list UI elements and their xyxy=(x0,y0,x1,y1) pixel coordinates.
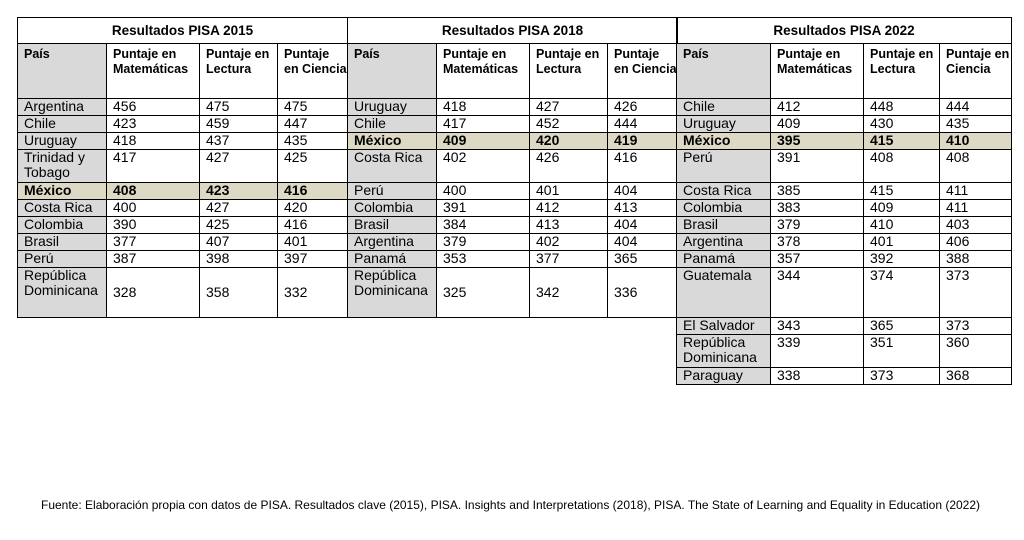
pisa-2015-table xyxy=(17,17,348,318)
science-cell: 416 xyxy=(608,150,678,183)
math-cell: 400 xyxy=(437,183,530,200)
reading-cell: 427 xyxy=(530,99,608,116)
reading-cell: 351 xyxy=(864,335,940,368)
country-cell: Chile xyxy=(18,116,107,133)
reading-cell: 420 xyxy=(530,133,608,150)
math-cell: 400 xyxy=(107,200,200,217)
math-cell: 379 xyxy=(771,217,864,234)
science-cell: 416 xyxy=(278,217,348,234)
header-ciencia: Puntaje en Ciencia xyxy=(278,44,348,99)
reading-cell: 426 xyxy=(530,150,608,183)
country-cell: Chile xyxy=(348,116,437,133)
header-pais: País xyxy=(18,44,107,99)
science-cell: 332 xyxy=(278,268,348,318)
table-row xyxy=(18,251,348,268)
country-cell: México xyxy=(348,133,437,150)
science-cell: 388 xyxy=(940,251,1012,268)
country-cell: Perú xyxy=(18,251,107,268)
reading-cell: 425 xyxy=(200,217,278,234)
table-title: Resultados PISA 2018 xyxy=(348,18,678,44)
table-row xyxy=(677,335,1012,368)
math-cell: 409 xyxy=(771,116,864,133)
reading-cell: 358 xyxy=(200,268,278,318)
reading-cell: 398 xyxy=(200,251,278,268)
reading-cell: 423 xyxy=(200,183,278,200)
country-cell: República Dominicana xyxy=(348,268,437,318)
table-row xyxy=(348,116,678,133)
country-cell: Guatemala xyxy=(677,268,771,318)
table-row xyxy=(18,150,348,183)
reading-cell: 448 xyxy=(864,99,940,116)
reading-cell: 437 xyxy=(200,133,278,150)
math-cell: 357 xyxy=(771,251,864,268)
country-cell: Argentina xyxy=(677,234,771,251)
math-cell: 353 xyxy=(437,251,530,268)
reading-cell: 392 xyxy=(864,251,940,268)
table-row xyxy=(348,268,678,318)
science-cell: 368 xyxy=(940,368,1012,385)
header-lectura: Puntaje en Lectura xyxy=(864,44,940,99)
math-cell: 339 xyxy=(771,335,864,368)
table-row xyxy=(18,133,348,150)
math-cell: 379 xyxy=(437,234,530,251)
header-ciencia: Puntaje en Ciencia xyxy=(608,44,678,99)
reading-cell: 427 xyxy=(200,200,278,217)
math-cell: 418 xyxy=(107,133,200,150)
table-row xyxy=(677,318,1012,335)
math-cell: 325 xyxy=(437,268,530,318)
math-cell: 378 xyxy=(771,234,864,251)
math-cell: 383 xyxy=(771,200,864,217)
header-matematicas: Puntaje en Matemáticas xyxy=(107,44,200,99)
science-cell: 426 xyxy=(608,99,678,116)
reading-cell: 401 xyxy=(864,234,940,251)
science-cell: 403 xyxy=(940,217,1012,234)
reading-cell: 430 xyxy=(864,116,940,133)
country-cell: Colombia xyxy=(348,200,437,217)
math-cell: 417 xyxy=(107,150,200,183)
math-cell: 344 xyxy=(771,268,864,318)
science-cell: 419 xyxy=(608,133,678,150)
math-cell: 409 xyxy=(437,133,530,150)
table-row xyxy=(348,217,678,234)
country-cell: Chile xyxy=(677,99,771,116)
source-note: Fuente: Elaboración propia con datos de PISA. Resultados clave (2015), PISA. Insights and Interpretations (2018), PISA. The State of Learning and Equality in Education (2022) xyxy=(41,498,981,512)
reading-cell: 401 xyxy=(530,183,608,200)
math-cell: 385 xyxy=(771,183,864,200)
table-row xyxy=(677,116,1012,133)
country-cell: Perú xyxy=(348,183,437,200)
header-ciencia: Puntaje en Ciencia xyxy=(940,44,1012,99)
table-row xyxy=(348,150,678,183)
country-cell: Costa Rica xyxy=(18,200,107,217)
country-cell: Uruguay xyxy=(348,99,437,116)
reading-cell: 452 xyxy=(530,116,608,133)
table-row xyxy=(18,200,348,217)
science-cell: 475 xyxy=(278,99,348,116)
reading-cell: 374 xyxy=(864,268,940,318)
math-cell: 408 xyxy=(107,183,200,200)
table-row xyxy=(348,183,678,200)
reading-cell: 402 xyxy=(530,234,608,251)
science-cell: 365 xyxy=(608,251,678,268)
math-cell: 384 xyxy=(437,217,530,234)
reading-cell: 342 xyxy=(530,268,608,318)
math-cell: 402 xyxy=(437,150,530,183)
pisa-2022-table xyxy=(676,17,1012,385)
country-cell: República Dominicana xyxy=(677,335,771,368)
science-cell: 373 xyxy=(940,318,1012,335)
country-cell: Costa Rica xyxy=(677,183,771,200)
science-cell: 408 xyxy=(940,150,1012,183)
math-cell: 395 xyxy=(771,133,864,150)
country-cell: Argentina xyxy=(18,99,107,116)
table-row xyxy=(677,368,1012,385)
country-cell: Panamá xyxy=(348,251,437,268)
reading-cell: 415 xyxy=(864,183,940,200)
science-cell: 410 xyxy=(940,133,1012,150)
table-row xyxy=(677,99,1012,116)
table-row xyxy=(677,217,1012,234)
science-cell: 406 xyxy=(940,234,1012,251)
country-cell: Trinidad y Tobago xyxy=(18,150,107,183)
science-cell: 373 xyxy=(940,268,1012,318)
math-cell: 387 xyxy=(107,251,200,268)
pisa-2018-table xyxy=(347,17,678,318)
country-cell: Brasil xyxy=(18,234,107,251)
science-cell: 435 xyxy=(940,116,1012,133)
country-cell: Colombia xyxy=(677,200,771,217)
reading-cell: 412 xyxy=(530,200,608,217)
science-cell: 447 xyxy=(278,116,348,133)
country-cell: Costa Rica xyxy=(348,150,437,183)
table-row xyxy=(18,116,348,133)
reading-cell: 427 xyxy=(200,150,278,183)
table-row xyxy=(18,217,348,234)
table-title: Resultados PISA 2022 xyxy=(677,18,1012,44)
table-row xyxy=(348,200,678,217)
reading-cell: 413 xyxy=(530,217,608,234)
header-lectura: Puntaje en Lectura xyxy=(530,44,608,99)
table-row-highlighted xyxy=(348,133,678,150)
science-cell: 360 xyxy=(940,335,1012,368)
math-cell: 391 xyxy=(437,200,530,217)
reading-cell: 377 xyxy=(530,251,608,268)
science-cell: 397 xyxy=(278,251,348,268)
country-cell: Argentina xyxy=(348,234,437,251)
table-row xyxy=(677,183,1012,200)
reading-cell: 407 xyxy=(200,234,278,251)
math-cell: 418 xyxy=(437,99,530,116)
science-cell: 336 xyxy=(608,268,678,318)
country-cell: Colombia xyxy=(18,217,107,234)
table-row xyxy=(677,268,1012,318)
header-pais: País xyxy=(348,44,437,99)
country-cell: Panamá xyxy=(677,251,771,268)
math-cell: 338 xyxy=(771,368,864,385)
country-cell: El Salvador xyxy=(677,318,771,335)
country-cell: Brasil xyxy=(677,217,771,234)
header-matematicas: Puntaje en Matemáticas xyxy=(437,44,530,99)
math-cell: 456 xyxy=(107,99,200,116)
science-cell: 425 xyxy=(278,150,348,183)
reading-cell: 475 xyxy=(200,99,278,116)
table-row xyxy=(18,234,348,251)
country-cell: Uruguay xyxy=(18,133,107,150)
country-cell: República Dominicana xyxy=(18,268,107,318)
science-cell: 444 xyxy=(940,99,1012,116)
reading-cell: 373 xyxy=(864,368,940,385)
table-row xyxy=(348,234,678,251)
table-row xyxy=(677,200,1012,217)
country-cell: México xyxy=(677,133,771,150)
country-cell: Paraguay xyxy=(677,368,771,385)
reading-cell: 410 xyxy=(864,217,940,234)
table-row-highlighted xyxy=(18,183,348,200)
math-cell: 412 xyxy=(771,99,864,116)
country-cell: México xyxy=(18,183,107,200)
table-row xyxy=(18,268,348,318)
reading-cell: 365 xyxy=(864,318,940,335)
reading-cell: 409 xyxy=(864,200,940,217)
science-cell: 435 xyxy=(278,133,348,150)
science-cell: 411 xyxy=(940,183,1012,200)
country-cell: Uruguay xyxy=(677,116,771,133)
math-cell: 377 xyxy=(107,234,200,251)
country-cell: Perú xyxy=(677,150,771,183)
science-cell: 420 xyxy=(278,200,348,217)
reading-cell: 459 xyxy=(200,116,278,133)
science-cell: 413 xyxy=(608,200,678,217)
table-row xyxy=(348,251,678,268)
table-row-highlighted xyxy=(677,133,1012,150)
science-cell: 416 xyxy=(278,183,348,200)
science-cell: 404 xyxy=(608,217,678,234)
table-row xyxy=(677,234,1012,251)
header-lectura: Puntaje en Lectura xyxy=(200,44,278,99)
table-row xyxy=(677,251,1012,268)
table-title: Resultados PISA 2015 xyxy=(18,18,348,44)
table-row xyxy=(677,150,1012,183)
header-pais: País xyxy=(677,44,771,99)
science-cell: 404 xyxy=(608,234,678,251)
math-cell: 343 xyxy=(771,318,864,335)
reading-cell: 408 xyxy=(864,150,940,183)
header-matematicas: Puntaje en Matemáticas xyxy=(771,44,864,99)
science-cell: 404 xyxy=(608,183,678,200)
science-cell: 401 xyxy=(278,234,348,251)
math-cell: 390 xyxy=(107,217,200,234)
table-row xyxy=(348,99,678,116)
math-cell: 328 xyxy=(107,268,200,318)
math-cell: 391 xyxy=(771,150,864,183)
country-cell: Brasil xyxy=(348,217,437,234)
science-cell: 411 xyxy=(940,200,1012,217)
table-row xyxy=(18,99,348,116)
math-cell: 423 xyxy=(107,116,200,133)
math-cell: 417 xyxy=(437,116,530,133)
reading-cell: 415 xyxy=(864,133,940,150)
science-cell: 444 xyxy=(608,116,678,133)
